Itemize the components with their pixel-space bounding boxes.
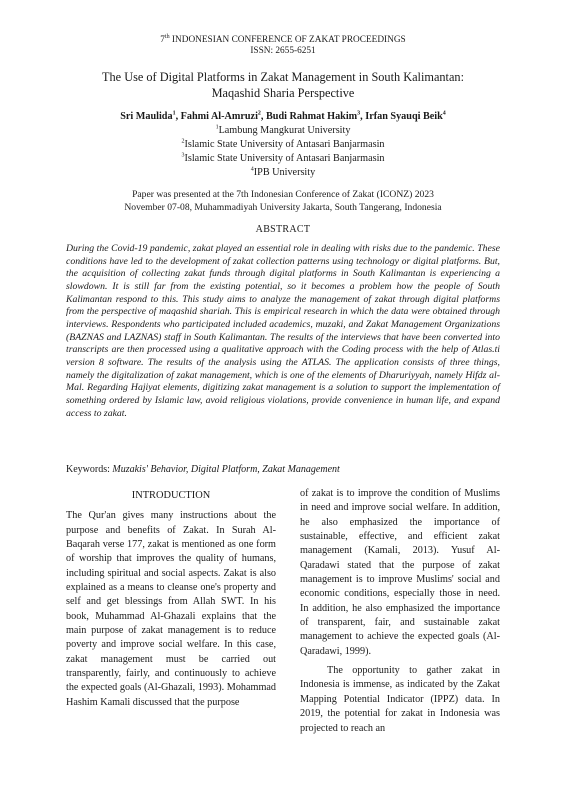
affiliation: $^4$IPB University	[250, 166, 316, 178]
affiliation: $^1$Lambung Mangkurat University	[215, 124, 351, 136]
conference-header	[0, 35, 566, 57]
intro-paragraph-2: of zakat is to improve the condition of Muslims in need and improve social welfare. In addition, he also emphasized the importance of sustainable, effective, and efficient zakat management (Kamali, 2013). Yusuf Al-Qaradawi stated that the purpose of zakat management is to improve Muslims' social and economic conditions, especially those in need. In addition, he also emphasized the importance of transparent, fair, and sustainable zakat management to achieve the expected goals (Al-Qaradawi, 1999).	[300, 488, 500, 657]
presentation-note-line-2: November 07-08, Muhammadiyah University Jakarta, South Tangerang, Indonesia	[124, 202, 442, 213]
abstract-heading: ABSTRACT	[255, 224, 311, 235]
author: Budi Rahmat Hakim$^3$,	[266, 110, 366, 122]
author: Irfan Syauqi Beik$^4$	[365, 110, 446, 122]
keywords	[66, 464, 500, 475]
right-column	[300, 487, 500, 736]
author: Fahmi Al-Amruzi$^2$,	[180, 110, 266, 122]
keywords-label: Keywords:	[66, 464, 113, 475]
issn: ISSN: 2655-6251	[250, 46, 316, 56]
affiliation-list	[0, 124, 566, 180]
left-column	[66, 489, 276, 710]
paper-title	[40, 69, 526, 101]
conference-title: 7th INDONESIAN CONFERENCE OF ZAKAT PROCEEDINGS	[160, 33, 406, 45]
keywords-value: Muzakis' Behavior, Digital Platform, Zakat Management	[112, 464, 340, 475]
presentation-note-line-1: Paper was presented at the 7th Indonesian Conference of Zakat (ICONZ) 2023	[132, 189, 434, 200]
author: Sri Maulida$^1$,	[120, 110, 181, 122]
title-line-2: Maqashid Sharia Perspective	[211, 86, 355, 100]
affiliation: $^2$Islamic State University of Antasari Banjarmasin	[181, 138, 385, 150]
intro-paragraph-1: The Qur'an gives many instructions about the purpose and benefits of Zakat. In Surah Al-Baqarah verse 177, zakat is mentioned as one form of worship that improves the quality of humans, including spiritual and social aspects. Zakat is also explained as a means to cleanse one's property and self and get blessings from Allah SWT. In his book, Muhammad Al-Ghazali explains that the main purpose of zakat management is to reduce poverty and improve social welfare. In this case, zakat management must be carried out transparently, fairly, and continuously to achieve the expected goals (Al-Ghazali, 1993). Mohammad Hashim Kamali discussed that the purpose	[66, 510, 276, 708]
presentation-note	[0, 188, 566, 214]
section-heading-introduction: INTRODUCTION	[131, 490, 211, 501]
intro-paragraph-3: The opportunity to gather zakat in Indonesia is immense, as indicated by the Zakat Mapping Potential Indicator (IPPZ) data. In 2019, the potential for zakat in Indonesia was projected to reach an	[300, 665, 500, 734]
affiliation: $^3$Islamic State University of Antasari Banjarmasin	[181, 152, 385, 164]
abstract-text: During the Covid-19 pandemic, zakat played an essential role in dealing with risks due to the pandemic. These conditions have led to the development of zakat collection patterns using technology or digital platforms. But, the acquisition of collecting zakat funds through digital platforms in South Kalimantan is experiencing a slowdown. It is still far from the existing potential, so it becomes a problem how the people of South Kalimantan respond to this. This study aims to analyze the management of zakat through digital platforms from the perspective of maqashid shariah. This is empirical research in which the data were obtained through interviews. Respondents who participated included academics, muzaki, and Zakat Management Organizations (BAZNAS and LAZNAS) staff in South Kalimantan. The results of the interviews that have been converted into transcripts are then processed using a qualitative approach with the Coding process with the help of Atlas.ti version 8 software. The results of the analysis using the ATLAS. The application consists of three things, namely the digitalization of zakat management, which is one of the elements of Dharuriyyah, namely Hifdz al-Mal. Regarding Hajiyat elements, digitizing zakat management is a solution to support the implementation of something ordered by Islamic law, avoid religious violations, provide convenience in human life, and expand access to zakat.	[66, 243, 500, 419]
title-line-1: The Use of Digital Platforms in Zakat Management in South Kalimantan:	[102, 70, 464, 84]
author-list	[0, 111, 566, 122]
